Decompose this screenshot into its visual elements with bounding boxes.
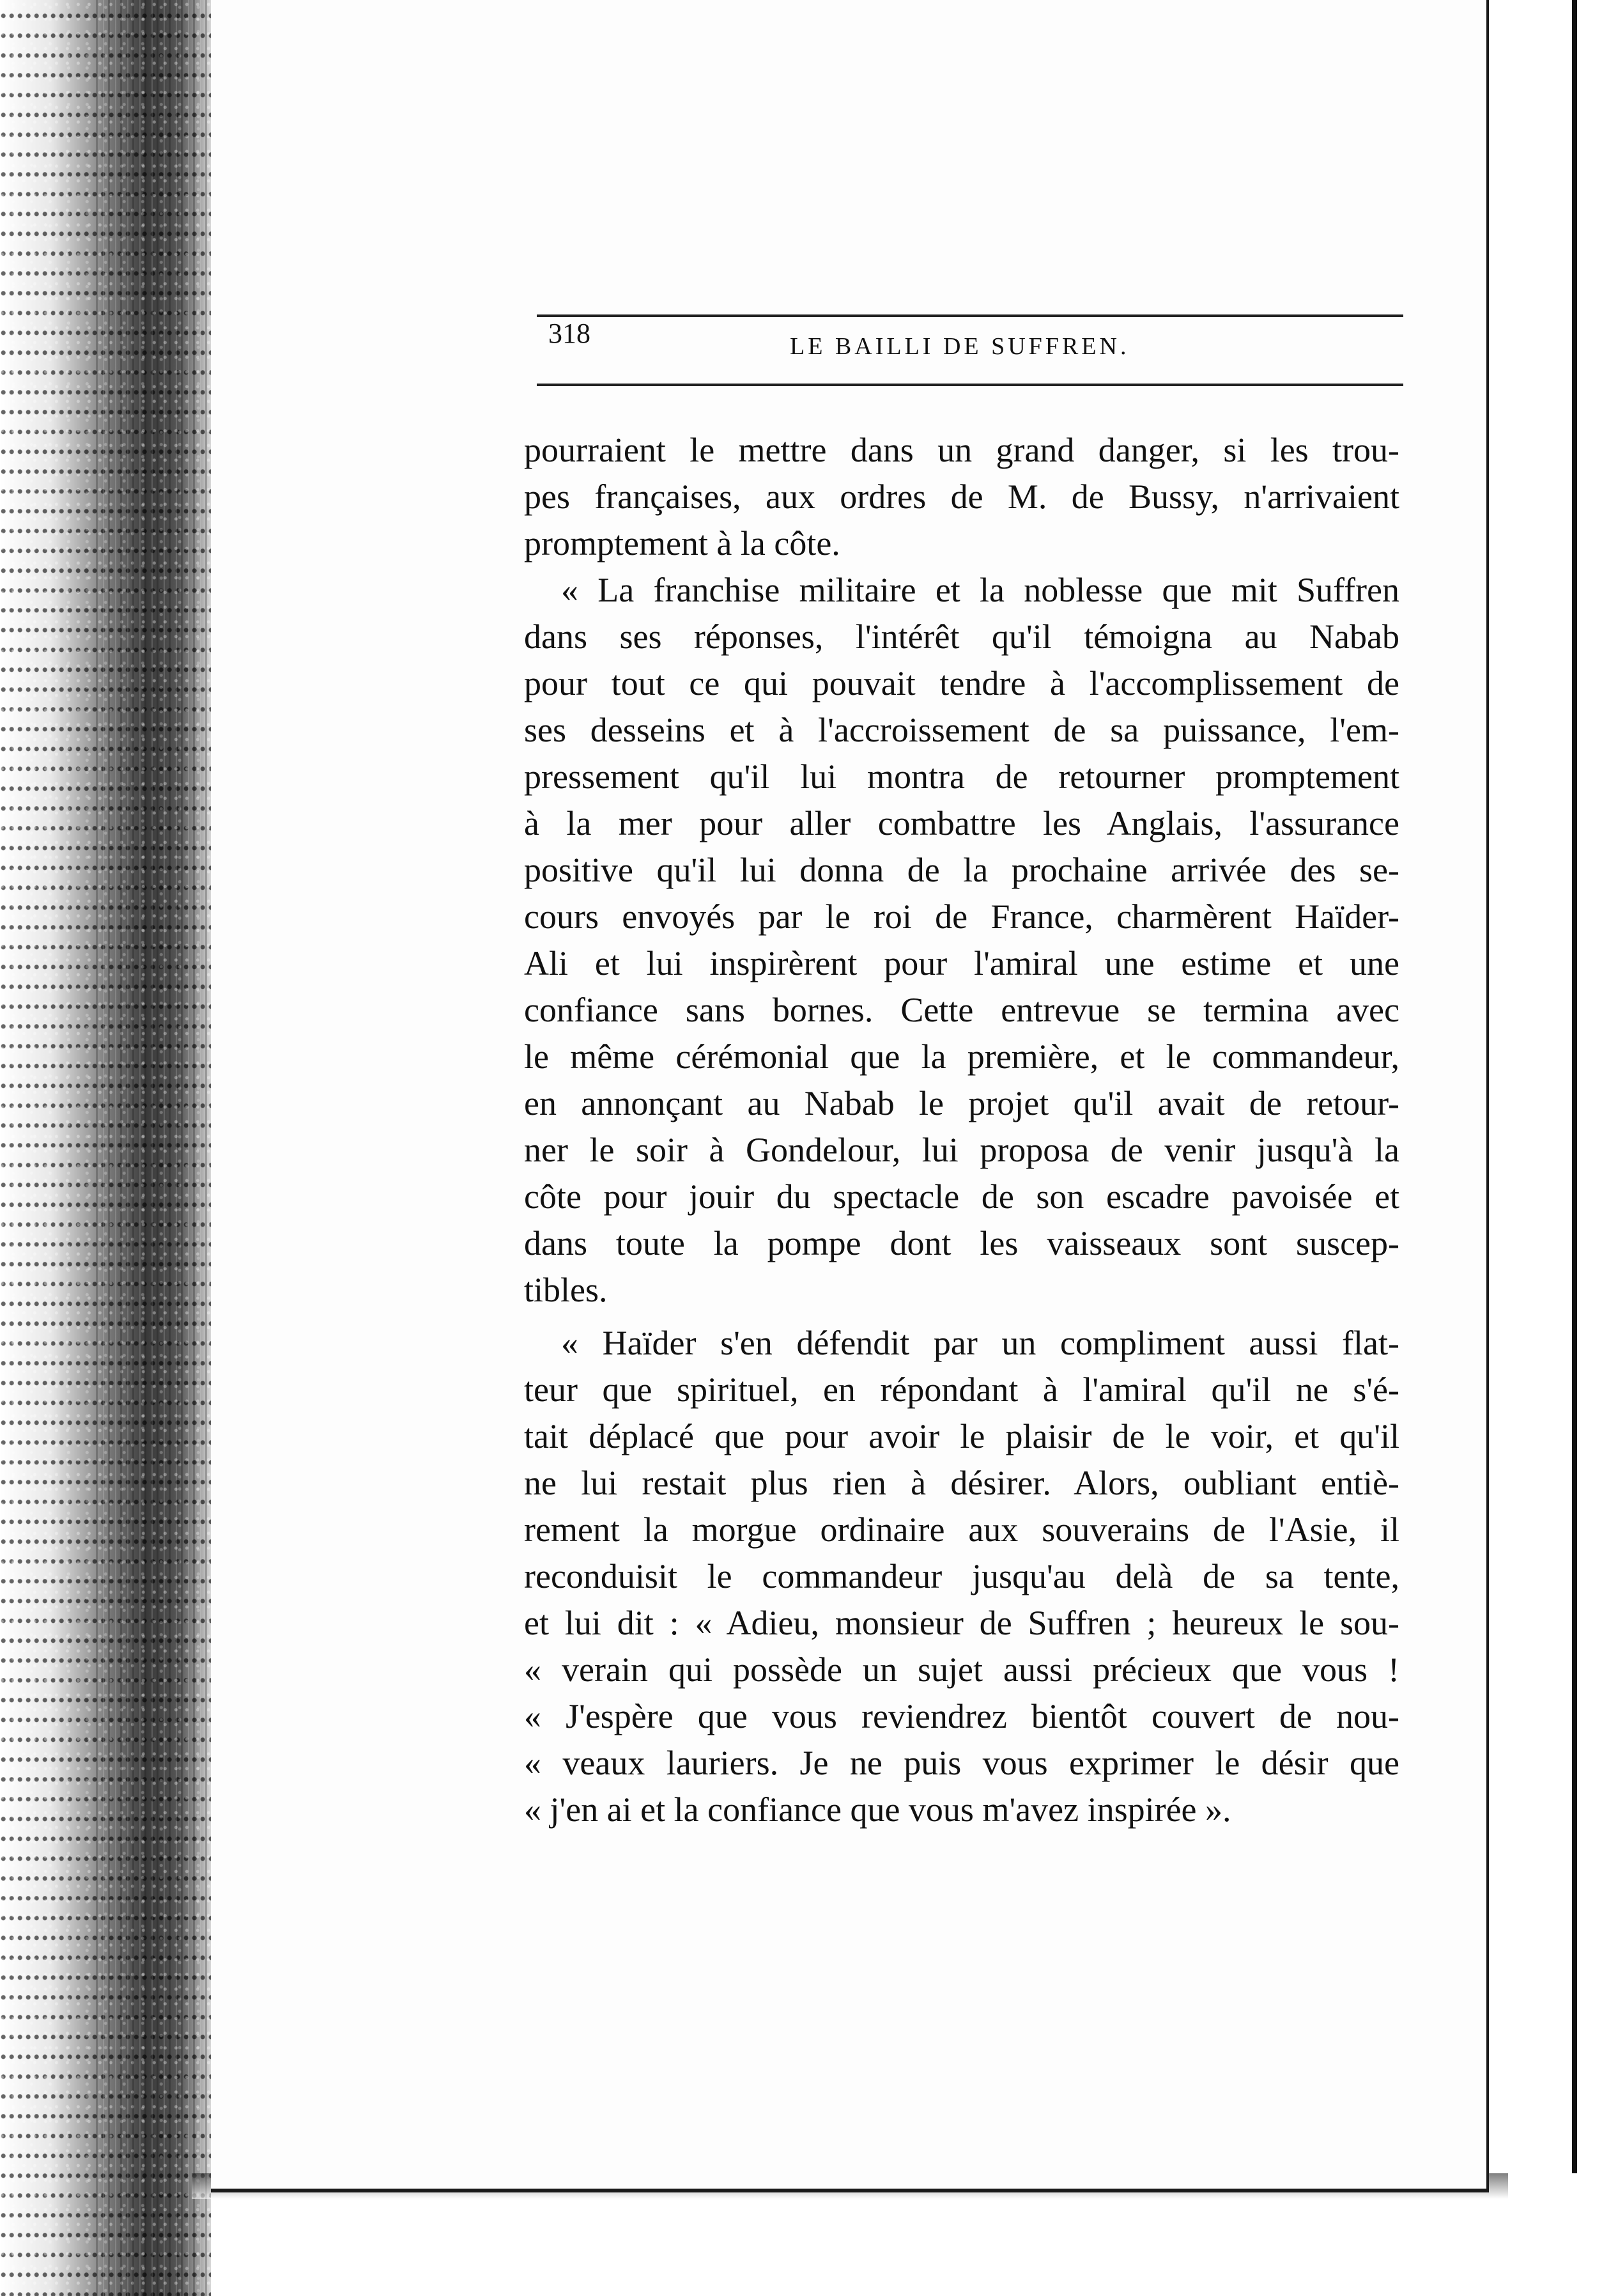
running-title: LE BAILLI DE SUFFREN. [790, 333, 1130, 360]
text-line: « veaux lauriers. Je ne puis vous exprimer le désir que [524, 1744, 1399, 1782]
text-line: « La franchise militaire et la noblesse que mit Suffren [561, 571, 1399, 609]
text-line: à la mer pour aller combattre les Anglais, l'assurance [524, 804, 1399, 842]
text-line: pressement qu'il lui montra de retourner promptement [524, 757, 1399, 796]
text-line: « J'espère que vous reviendrez bientôt couvert de nou- [524, 1697, 1399, 1735]
text-line: confiance sans bornes. Cette entrevue se termina avec [524, 991, 1399, 1029]
text-line: « j'en ai et la confiance que vous m'avez inspirée ». [524, 1790, 1231, 1829]
text-line: cours envoyés par le roi de France, charmèrent Haïder- [524, 897, 1399, 936]
text-line: reconduisit le commandeur jusqu'au delà de sa tente, [524, 1557, 1399, 1595]
paragraph [524, 1320, 1399, 1833]
text-line: pourraient le mettre dans un grand danger, si les trou- [524, 431, 1399, 469]
paragraph [524, 427, 1399, 567]
text-line: ner le soir à Gondelour, lui proposa de venir jusqu'à la [524, 1131, 1399, 1169]
text-line: et lui dit : « Adieu, monsieur de Suffren ; heureux le sou- [524, 1604, 1399, 1642]
text-line: ses desseins et à l'accroissement de sa puissance, l'em- [524, 711, 1399, 749]
text-line: « verain qui possède un sujet aussi précieux que vous ! [524, 1650, 1399, 1689]
next-page-edge [1572, 0, 1618, 2173]
text-line: le même cérémonial que la première, et le commandeur, [524, 1037, 1399, 1076]
text-line: en annonçant au Nabab le projet qu'il avait de retour- [524, 1084, 1399, 1122]
header-rule-bottom [537, 384, 1403, 386]
text-line: positive qu'il lui donna de la prochaine arrivée des se- [524, 851, 1399, 889]
text-line: « Haïder s'en défendit par un compliment aussi flat- [561, 1324, 1399, 1362]
book-edge-texture [96, 0, 211, 2296]
text-line: dans toute la pompe dont les vaisseaux sont suscep- [524, 1224, 1399, 1262]
text-line: tait déplacé que pour avoir le plaisir de le voir, et qu'il [524, 1417, 1399, 1455]
text-line: promptement à la côte. [524, 524, 840, 562]
paragraph-gap [524, 1314, 1399, 1320]
text-line: côte pour jouir du spectacle de son escadre pavoisée et [524, 1177, 1399, 1216]
page-body [524, 427, 1399, 1833]
text-line: dans ses réponses, l'intérêt qu'il témoigna au Nabab [524, 617, 1399, 656]
text-line: pes françaises, aux ordres de M. de Bussy, n'arrivaient [524, 477, 1399, 516]
header-rule-top [537, 314, 1403, 317]
text-line: teur que spirituel, en répondant à l'amiral qu'il ne s'é- [524, 1370, 1399, 1409]
text-line: Ali et lui inspirèrent pour l'amiral une estime et une [524, 944, 1399, 982]
text-line: ne lui restait plus rien à désirer. Alors, oubliant entiè- [524, 1464, 1399, 1502]
text-line: rement la morgue ordinaire aux souverains de l'Asie, il [524, 1510, 1399, 1549]
text-line: tibles. [524, 1271, 608, 1309]
paragraph [524, 567, 1399, 1314]
page-number: 318 [548, 318, 590, 349]
text-line: pour tout ce qui pouvait tendre à l'accomplissement de [524, 664, 1399, 702]
